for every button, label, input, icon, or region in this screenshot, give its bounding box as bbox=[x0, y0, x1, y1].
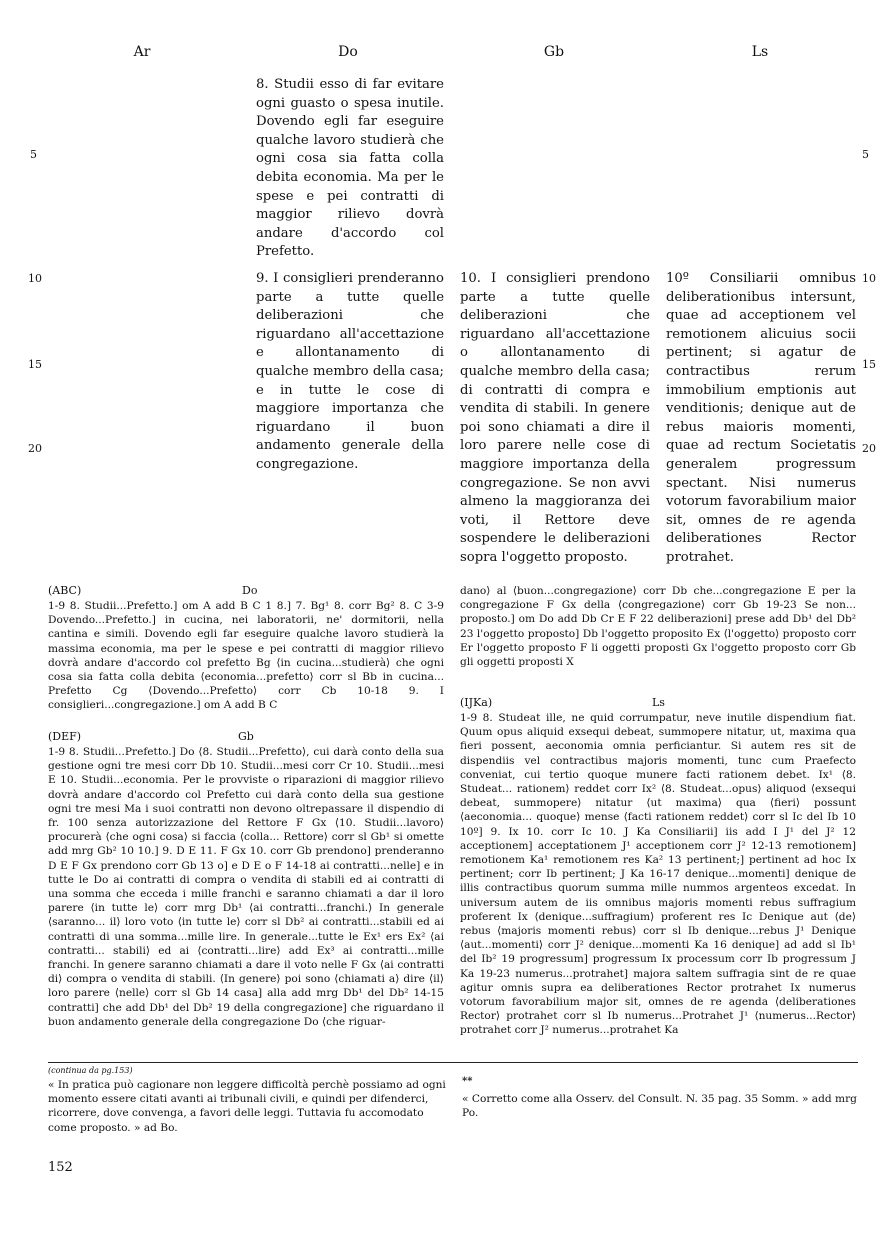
page-number: 152 bbox=[48, 1160, 73, 1175]
gb-paragraph-10: 10. I consiglieri prendono parte a tutte quelle deliberazioni che riguardano all'accettazione o allontanamento di qualche membro della casa; di contratti di compra e vendita di stabili. In genere poi sono chiamati a dire il loro parere nelle cose di maggiore importanza della congregazione. Se non avvi almeno la maggioranza dei voti, il Rettore deve sospendere le deliberazioni sopra l'oggetto proposto. bbox=[460, 271, 650, 565]
column-header-gb: Gb bbox=[543, 44, 565, 60]
footnote-right: « Corretto come alla Osserv. del Consult. N. 35 pag. 35 Somm. » add mrg Po. bbox=[462, 1093, 857, 1120]
apparatus-note-def: 1-9 8. Studii...Prefetto.] Do ⟨8. Studii...Prefetto⟩, cui darà conto della sua gestione ogni tre mesi corr Db 10. Studii...mesi corr Cr 10. Studii...mesi E 10. Studii...economia. Per le provviste o riparazioni di maggior rilievo dovrà andare d'accordo col Prefetto cui darà conto della sua gestione ogni tre mesi Ma i suoi contratti non devono oltrepassare il dispendio di fr. 100 senza autorizzazione del Rettore F Gx ⟨10. Studii...lavoro⟩ procurerà ⟨che ogni cosa⟩ si faccia ⟨colla... Rettore⟩ corr sl Gb¹ si omette add mrg Gb² 10 10.] 9. D E 11. F Gx 10. corr Gb prendono] prenderanno D E F Gx prendono corr Gb 13 o] e D E o F 14-18 ai contratti...nelle] e in tutte le Do ai contratti di compra o vendita di stabili ed ai contratti di una somma che ecceda i mille franchi e saranno chiamati a dar il loro parere ⟨in tutte le⟩ corr mrg Db¹ ⟨ai contratti...franchi.⟩ In generale ⟨saranno... il⟩ loro voto ⟨in tutte le⟩ corr sl Db² ai contratti...stabili ed ai contratti di una somma...mille lire. In generale...tutte le Ex¹ ers Ex² ⟨ai contratti... stabili⟩ ed ai ⟨contratti...lire⟩ add Ex³ ai contratti...mille franchi. In genere saranno chiamati a dare il voto nelle F Gx ⟨ai contratti di⟩ compra o vendita di stabili. ⟨In genere⟩ poi sono ⟨chiamati a⟩ dire ⟨il⟩ loro parere ⟨nelle⟩ corr sl Gb 14 casa] alla add mrg Db¹ del Db² 14-15 contratti] che add Db¹ del Db² 19 della congregazione] che riguardano il buon andamento generale della congregazione Do ⟨che riguar- bbox=[48, 746, 444, 1028]
line-number-left: 5 bbox=[30, 148, 37, 161]
column-header-ls: Ls bbox=[751, 44, 769, 60]
line-number-right: 10 bbox=[862, 272, 876, 285]
line-number-right: 5 bbox=[862, 148, 869, 161]
apparatus-siglum-gb: Gb bbox=[238, 730, 254, 743]
apparatus-note-abc: 1-9 8. Studii...Prefetto.] om A add B C 1 8.] 7. Bg¹ 8. corr Bg² 8. C 3-9 Dovendo...Prefetto.] in cucina, nei laboratorii, ne' dormitorii, nella cantina e simili. Dovendo egli far eseguire qualche lavoro studierà la massima economia, ma per le spese e pei contratti di maggior rilievo dovrà andare d'accordo col prefetto Bg ⟨in cucina...studierà⟩ che ogni cosa sia fatta colla debita ⟨economia...prefetto⟩ corr sl Bb in cucina... Prefetto Cg ⟨Dovendo...Prefetto⟩ corr Cb 10-18 9. I consiglieri...congregazione.] om A add B C bbox=[48, 600, 444, 712]
do-paragraph-9: 9. I consiglieri prenderanno parte a tutte quelle deliberazioni che riguardano all'accettazione e allontanamento di qualche membro della casa; e in tutte le cose di maggiore importanza che riguardano il buon andamento generale della congregazione. bbox=[256, 271, 444, 472]
apparatus-siglum-ls: Ls bbox=[652, 696, 665, 709]
line-number-right: 20 bbox=[862, 442, 876, 455]
line-number-left: 15 bbox=[28, 358, 42, 371]
footnote-divider bbox=[48, 1062, 858, 1063]
column-header-ar: Ar bbox=[133, 44, 151, 60]
apparatus-note-def-continued: dano⟩ al ⟨buon...congregazione⟩ corr Db che...congregazione E per la congregazione F Gx della ⟨congregazione⟩ corr Gb 19-23 Se non... proposto.] om Do add Db Cr E F 22 deliberazioni] prese add Db¹ del Db² 23 l'oggetto proposto] Db l'oggetto proposito Ex ⟨l'oggetto⟩ proposto corr Er l'oggetto proposto F li oggetti proposti Gx l'oggetto proposto corr Gb gli oggetti proposti X bbox=[460, 585, 856, 669]
apparatus-label-abc: (ABC) bbox=[48, 584, 82, 597]
apparatus-note-ijka: 1-9 8. Studeat ille, ne quid corrumpatur, neve inutile dispendium fiat. Quum opus aliquid exsequi debeat, summopere nitatur, ut, maxima qua fieri possent, aeconomia omnia perficiantur. Si autem res sit de dispendiis vel contractibus majoris momenti, tunc cum Praefecto conveniat, cui tertio quoque munere facti rationem debet. Ix¹ ⟨8. Studeat... rationem⟩ reddet corr Ix² ⟨8. Studeat...opus⟩ aliquod ⟨exsequi debeat, summopere⟩ nitatur ⟨ut maxima⟩ qua ⟨fieri⟩ possunt ⟨aeconomia... quoque⟩ mense ⟨facti rationem reddet⟩ corr sl Ic del Ib 10 10º] 9. Ix 10. corr Ic 10. J Ka Consiliarii] iis add I J¹ del J² 12 acceptionem] acceptationem J¹ acceptionem corr J² 12-13 remotionem] remotionem Ka¹ remotionem res Ka² 13 pertinent;] pertinent ad hoc Ix pertinent; corr Ib pertinent; J Ka 16-17 denique...momenti] denique de illis contractibus quorum summa mille nummos argenteos excedat. In universum autem de iis omnibus majoris momenti rebus suffragium proferent Ix ⟨denique...suffragium⟩ proferent res Ic Denique aut ⟨de⟩ rebus ⟨majoris momenti rebus⟩ corr sl Ib denique...rebus J¹ Denique ⟨aut...momenti⟩ corr J² denique...momenti Ka 16 denique] ad add sl Ib¹ del Ib² 19 progressum] progressum Ix processum corr Ib progressum J Ka 19-23 numerus...protrahet] majora saltem suffragia sint de re quae agitur omnis supra ea deliberationes Rector protrahet Ix numerus votorum favorabilium major sit, omnes de re agenda ⟨deliberationes Rector⟩ protrahet corr sl Ib numerus...Protrahet J¹ ⟨numerus...Rector⟩ protrahet corr J² numerus...protrahet Ka bbox=[460, 712, 856, 1037]
apparatus-siglum-do: Do bbox=[242, 584, 258, 597]
do-paragraph-8: 8. Studii esso di far evitare ogni guasto o spesa inutile. Dovendo egli far eseguire qualche lavoro studierà che ogni cosa sia fatta colla debita economia. Ma per le spese e pei contratti di maggior rilievo dovrà andare d'accordo col Prefetto. bbox=[256, 77, 444, 260]
footnote-marker: ** bbox=[462, 1076, 473, 1087]
column-header-do: Do bbox=[338, 44, 358, 60]
line-number-left: 10 bbox=[28, 272, 42, 285]
apparatus-label-ijka: (IJKa) bbox=[460, 696, 493, 709]
ls-paragraph-10: 10º Consiliarii omnibus deliberationibus intersunt, quae ad acceptionem vel remotionem alicuius socii pertinent; si agatur de contractibus rerum immobilium emptionis aut venditionis; denique aut de rebus maioris momenti, quae ad rectum Societatis generalem progressum spectant. Nisi numerus votorum favorabilium maior sit, omnes de re agenda deliberationes Rector protrahet. bbox=[666, 271, 856, 565]
line-number-left: 20 bbox=[28, 442, 42, 455]
apparatus-label-def: (DEF) bbox=[48, 730, 82, 743]
line-number-right: 15 bbox=[862, 358, 876, 371]
footnote-left: « In pratica può cagionare non leggere difficoltà perchè possiamo ad ogni momento essere citati avanti ai tribunali civili, e quindi per difenderci, ricorrere, dove convenga, a favori delle leggi. Tuttavia fu accomodato come proposto. » ad Bo. bbox=[48, 1079, 446, 1134]
continuation-label: (continua da pg.153) bbox=[48, 1066, 133, 1075]
